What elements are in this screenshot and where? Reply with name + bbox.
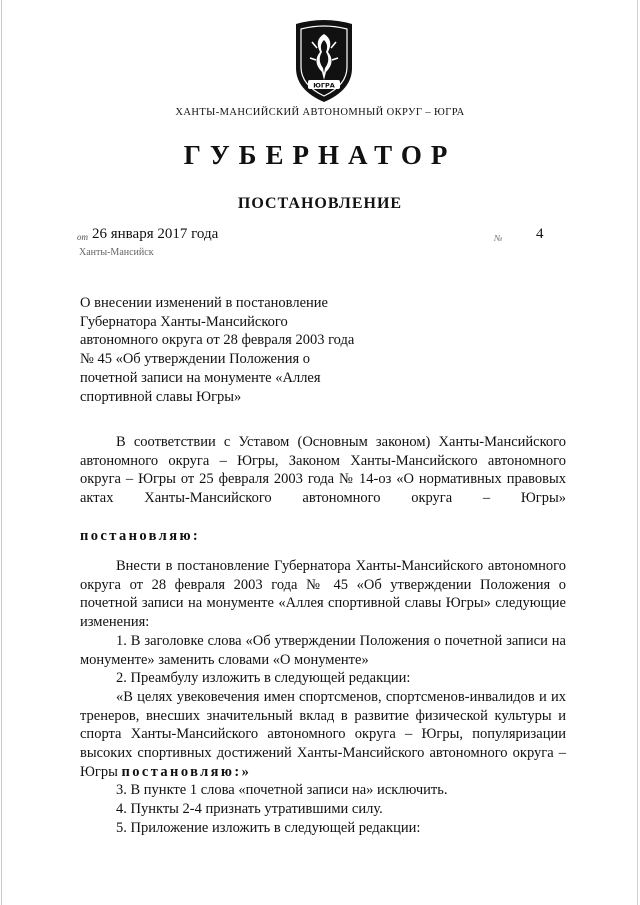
decree-word: постановляю: (80, 527, 201, 544)
date-prefix: от (77, 232, 88, 242)
document-subject (80, 294, 380, 406)
subject-line: О внесении изменений в постановление (80, 295, 328, 311)
body-item-3: 3. В пункте 1 слова «почетной записи на» исключить. (116, 782, 448, 799)
body-item-1: 1. В заголовке слова «Об утверждении Положения о почетной записи на монументе» заменить словами «О монументе» (80, 632, 566, 668)
document-place: Ханты-Мансийск (79, 247, 154, 258)
preamble-decree-line (80, 527, 566, 546)
preamble-paragraph (80, 433, 566, 527)
document-type: ПОСТАНОВЛЕНИЕ (237, 195, 403, 212)
subject-line: почетной записи на монументе «Аллея (80, 369, 321, 386)
coat-of-arms-emblem (290, 18, 358, 104)
subject-line: спортивной славы Югры» (80, 388, 242, 405)
quote-decree-word: постановляю: (121, 763, 242, 780)
preamble-text: В соответствии с Уставом (Основным законом) Ханты-Мансийского автономного округа – Югры, Законом Ханты-Мансийского автономного округа – Югры от 25 февраля 2003 года № 14-оз «О нормативных правовых актах Ханты-Мансийского автономного округа – Югры» (80, 434, 566, 507)
scan-edge-left (1, 0, 2, 905)
body-item-5: 5. Приложение изложить в следующей редакции: (116, 819, 421, 836)
subject-line: № 45 «Об утверждении Положения о (80, 351, 311, 368)
preamble (80, 433, 566, 545)
quote-close: » (241, 763, 249, 780)
emblem-label: ЮГРА (313, 81, 335, 90)
document-number: 4 (536, 226, 544, 242)
scan-edge-right (637, 0, 638, 905)
body-item-2: 2. Преамбулу изложить в следующей редакции: (116, 670, 411, 687)
document-body (80, 557, 566, 838)
body-intro: Внести в постановление Губернатора Ханты-Мансийского автономного округа от 28 февраля 2003 года № 45 «Об утверждении Положения о почетной записи на монументе «Аллея спортивной славы Югры» следующие изменения: (80, 558, 566, 631)
subject-line: автономного округа от 28 февраля 2003 года (80, 332, 355, 349)
body-quote (80, 688, 566, 782)
subject-line: Губернатора Ханты-Мансийского (80, 313, 288, 330)
document-title: ГУБЕРНАТОР (183, 140, 457, 170)
body-item-4: 4. Пункты 2-4 признать утратившими силу. (116, 801, 383, 818)
number-sign: № (494, 233, 503, 243)
organization-name: ХАНТЫ-МАНСИЙСКИЙ АВТОНОМНЫЙ ОКРУГ – ЮГРА (175, 107, 465, 118)
quote-text: «В целях увековечения имен спортсменов, спортсменов-инвалидов и их тренеров, внесших значительный вклад в развитие физической культуры и спорта Ханты-Мансийского автономного округа – Югры, популяризации высоких спортивных достижений Ханты-Мансийского автономного округа – Югры (80, 688, 566, 780)
document-date: 26 января 2017 года (92, 226, 219, 242)
